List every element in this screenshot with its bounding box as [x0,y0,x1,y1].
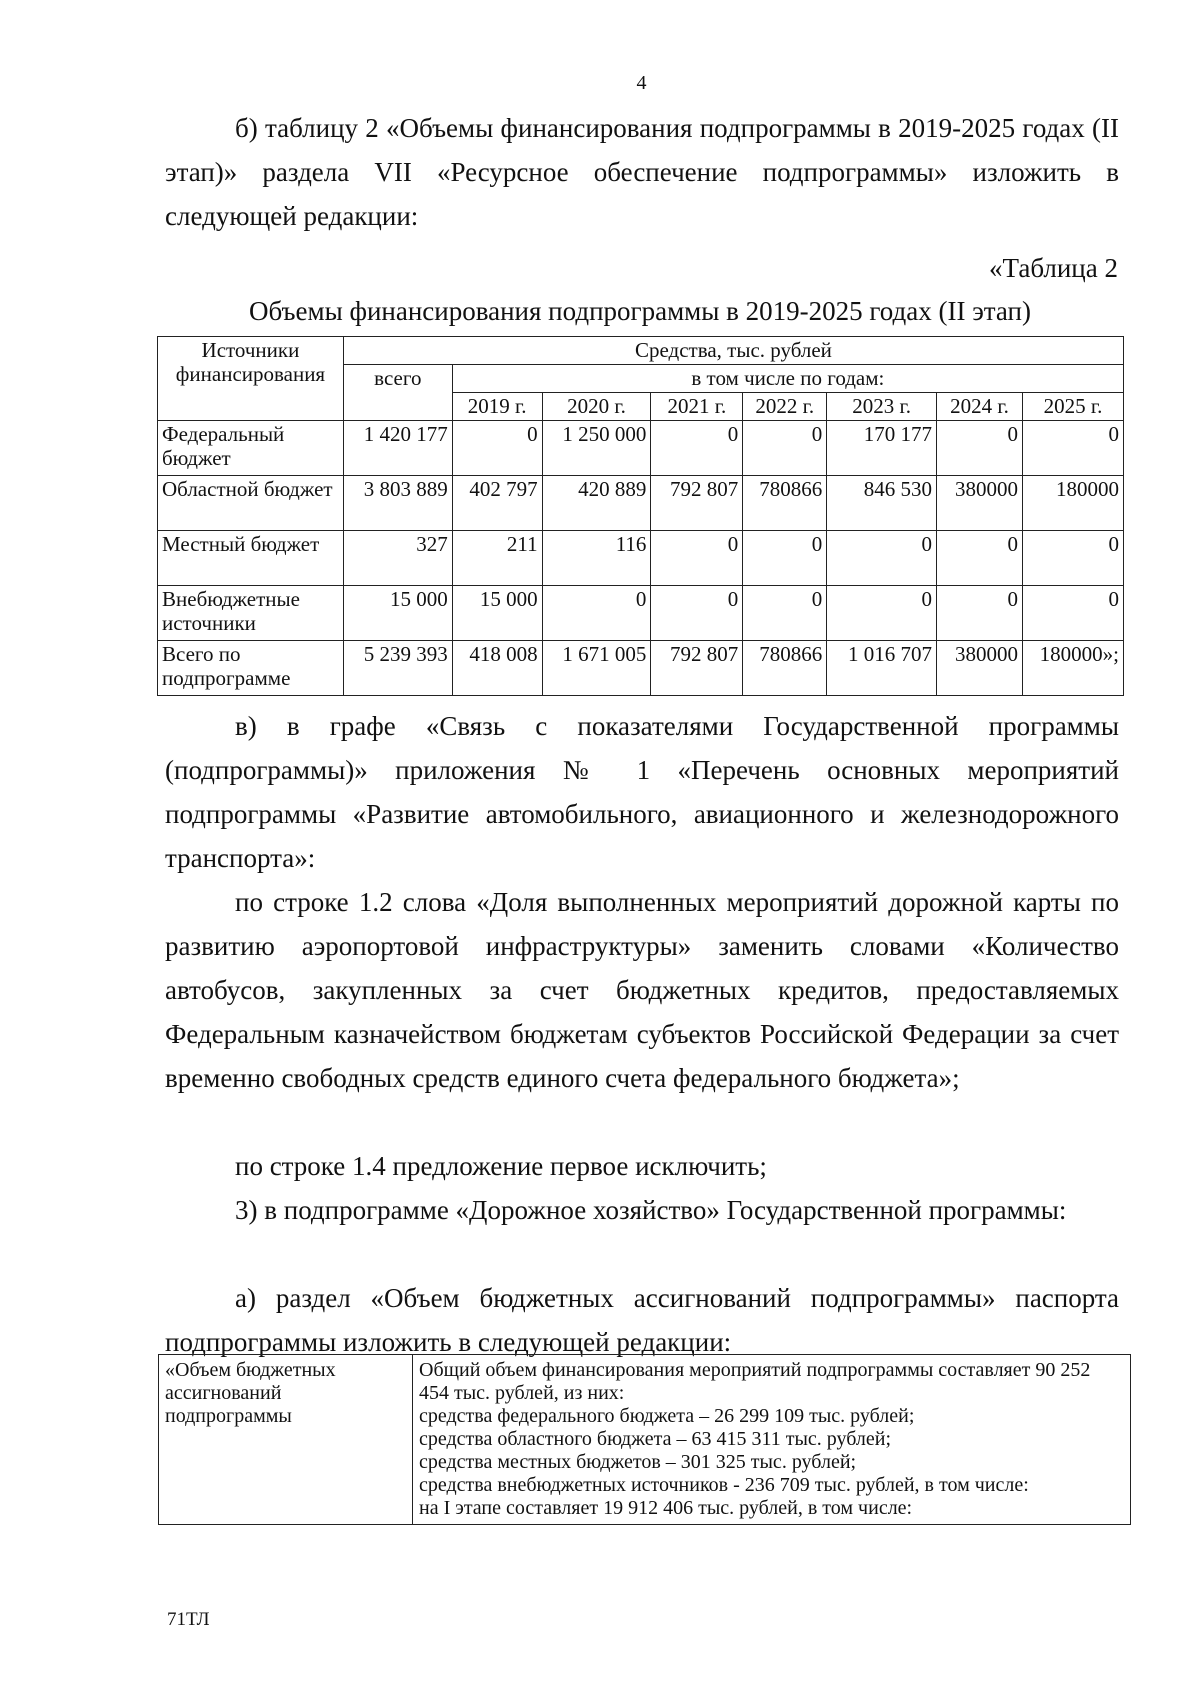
row-value: 0 [827,586,937,641]
paragraph-3: 3) в подпрограмме «Дорожное хозяйство» Государственной программы: [235,1195,1067,1225]
row-value: 1 016 707 [827,641,937,696]
year-header: 2021 г. [651,393,743,421]
row-value: 0 [937,421,1023,476]
page-number: 4 [636,72,647,94]
row-value: 170 177 [827,421,937,476]
row-value: 180000 [1023,476,1124,531]
row-value: 420 889 [542,476,651,531]
row-value: 0 [937,586,1023,641]
passport-line: средства местных бюджетов – 301 325 тыс. рублей; [419,1451,857,1473]
financing-table [157,336,1124,696]
year-header: 2020 г. [542,393,651,421]
passport-line: средства федерального бюджета – 26 299 109 тыс. рублей; [419,1405,915,1427]
table-title: Объемы финансирования подпрограммы в 2019-2025 годах (II этап) [248,296,1031,326]
row-value: 0 [651,586,743,641]
paragraph-a: а) раздел «Объем бюджетных ассигнований подпрограммы» паспорта подпрограммы изложить в следующей редакции: [165,1283,1119,1357]
row-value: 15 000 [452,586,542,641]
header-funds: Средства, тыс. рублей [343,337,1123,365]
paragraph-row-1-4: по строке 1.4 предложение первое исключить; [235,1151,767,1181]
row-total: 3 803 889 [343,476,452,531]
row-value: 0 [452,421,542,476]
passport-line: на I этапе составляет 19 912 406 тыс. рублей, в том числе: [419,1497,913,1519]
table-row [158,531,1124,586]
row-value: 780866 [743,476,827,531]
row-value: 0 [743,531,827,586]
row-value: 0 [542,586,651,641]
header-total: всего [343,365,452,421]
paragraph-b: б) таблицу 2 «Объемы финансирования подпрограммы в 2019-2025 годах (II этап)» раздела VII «Ресурсное обеспечение подпрограммы» изложить в следующей редакции: [165,113,1119,231]
row-source: Местный бюджет [158,531,344,586]
row-total: 1 420 177 [343,421,452,476]
row-total: 327 [343,531,452,586]
year-header: 2022 г. [743,393,827,421]
year-header: 2019 г. [452,393,542,421]
row-value: 0 [937,531,1023,586]
table-row [158,476,1124,531]
row-value: 0 [1023,531,1124,586]
row-value: 0 [651,531,743,586]
table-row [158,586,1124,641]
row-source: Всего по подпрограмме [158,641,344,696]
row-value: 116 [542,531,651,586]
row-value: 0 [1023,586,1124,641]
row-value: 418 008 [452,641,542,696]
row-source: Внебюджетные источники [158,586,344,641]
year-header: 2023 г. [827,393,937,421]
row-source: Федеральный бюджет [158,421,344,476]
row-value: 846 530 [827,476,937,531]
row-value: 0 [743,586,827,641]
passport-line: средства внебюджетных источников - 236 709 тыс. рублей, в том числе: [419,1474,1029,1496]
row-value: 380000 [937,476,1023,531]
row-value: 0 [743,421,827,476]
passport-line: средства областного бюджета – 63 415 311 тыс. рублей; [419,1428,892,1450]
year-header: 2024 г. [937,393,1023,421]
row-value: 0 [827,531,937,586]
row-total: 5 239 393 [343,641,452,696]
year-header: 2025 г. [1023,393,1124,421]
row-value: 780866 [743,641,827,696]
passport-line: Общий объем финансирования мероприятий подпрограммы составляет 90 252 454 тыс. рублей, из них: [419,1359,1091,1404]
row-value: 0 [1023,421,1124,476]
table-label: «Таблица 2 [989,253,1118,283]
row-value: 211 [452,531,542,586]
paragraph-v: в) в графе «Связь с показателями Государственной программы (подпрограммы)» приложения № 1 «Перечень основных мероприятий подпрограммы «Развитие автомобильного, авиационного и железнодорожного транспорта»: [165,711,1119,873]
passport-left-cell: «Объем бюджетных ассигнований подпрограммы [159,1355,413,1525]
row-value: 792 807 [651,476,743,531]
row-value: 0 [651,421,743,476]
footer-code: 71ТЛ [167,1609,210,1630]
row-value: 180000»; [1023,641,1124,696]
passport-right-cell [413,1355,1131,1525]
row-value: 380000 [937,641,1023,696]
passport-table [158,1354,1131,1525]
row-source: Областной бюджет [158,476,344,531]
row-total: 15 000 [343,586,452,641]
paragraph-row-1-2: по строке 1.2 слова «Доля выполненных мероприятий дорожной карты по развитию аэропортовой инфраструктуры» заменить словами «Количество автобусов, закупленных за счет бюджетных кредитов, предоставляемых Федеральным казначейством бюджетам субъектов Российской Федерации за счет временно свободных средств единого счета федерального бюджета»; [165,887,1119,1093]
table-row [158,421,1124,476]
row-value: 792 807 [651,641,743,696]
row-value: 1 250 000 [542,421,651,476]
table-row-total [158,641,1124,696]
header-by-years: в том числе по годам: [452,365,1123,393]
header-sources: Источники финансирования [158,337,344,421]
row-value: 1 671 005 [542,641,651,696]
row-value: 402 797 [452,476,542,531]
